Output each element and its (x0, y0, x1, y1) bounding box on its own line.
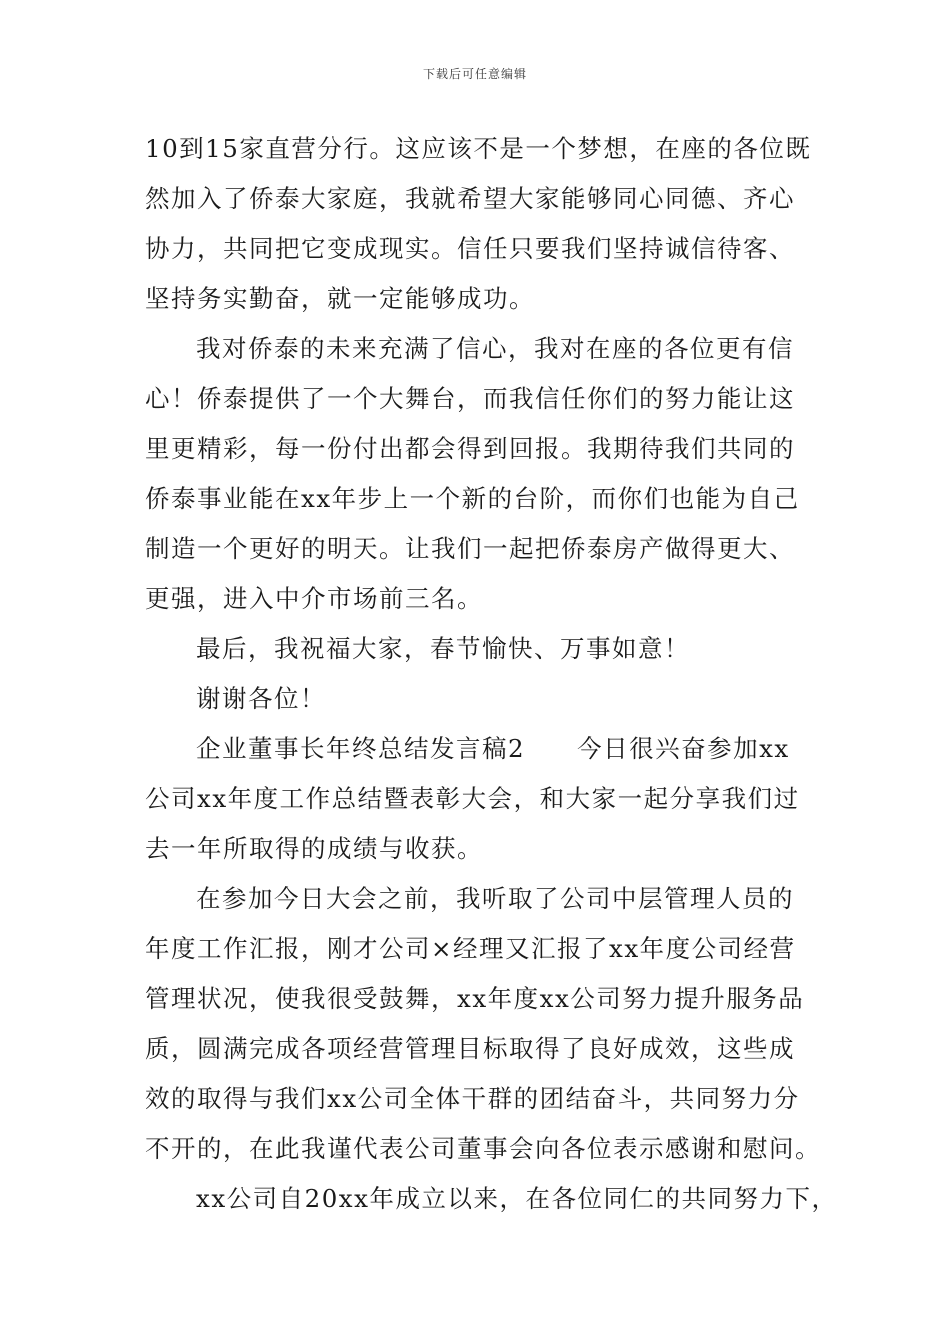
text-line: 年度工作汇报，刚才公司×经理又汇报了xx年度公司经营 (145, 934, 796, 963)
text-line: 侨泰事业能在xx年步上一个新的台阶，而你们也能为自己 (145, 484, 800, 513)
text-line: 心！侨泰提供了一个大舞台，而我信任你们的努力能让这 (145, 384, 795, 413)
text-line: 谢谢各位！ (196, 684, 326, 713)
page-header: 下载后可任意编辑 (422, 67, 527, 81)
text-line: 最后，我祝福大家，春节愉快、万事如意！ (196, 634, 690, 663)
text-line: 质，圆满完成各项经营管理目标取得了良好成效，这些成 (145, 1034, 795, 1063)
text-line: 然加入了侨泰大家庭，我就希望大家能够同心同德、齐心 (145, 184, 795, 213)
text-line: 公司xx年度工作总结暨表彰大会，和大家一起分享我们过 (145, 784, 800, 813)
text-line: 协力，共同把它变成现实。信任只要我们坚持诚信待客、 (145, 234, 795, 263)
text-line: xx公司自20xx年成立以来，在各位同仁的共同努力下， (196, 1184, 838, 1213)
text-line: 在参加今日大会之前，我听取了公司中层管理人员的 (196, 884, 794, 913)
text-line: 里更精彩，每一份付出都会得到回报。我期待我们共同的 (145, 434, 795, 463)
text-line: 坚持务实勤奋，就一定能够成功。 (145, 284, 535, 313)
text-line: 管理状况，使我很受鼓舞，xx年度xx公司努力提升服务品 (145, 984, 805, 1013)
text-line: 不开的，在此我谨代表公司董事会向各位表示感谢和慰问。 (145, 1134, 821, 1163)
text-line: 效的取得与我们xx公司全体干群的团结奋斗，共同努力分 (145, 1084, 800, 1113)
text-line: 去一年所取得的成绩与收获。 (145, 834, 483, 863)
text-line: 更强，进入中介市场前三名。 (145, 584, 483, 613)
text-line: 制造一个更好的明天。让我们一起把侨泰房产做得更大、 (145, 534, 795, 563)
text-line: 10到15家直营分行。这应该不是一个梦想，在座的各位既 (145, 134, 812, 163)
text-line: 企业董事长年终总结发言稿2 今日很兴奋参加xx (196, 734, 790, 763)
text-line: 我对侨泰的未来充满了信心，我对在座的各位更有信 (196, 334, 794, 363)
